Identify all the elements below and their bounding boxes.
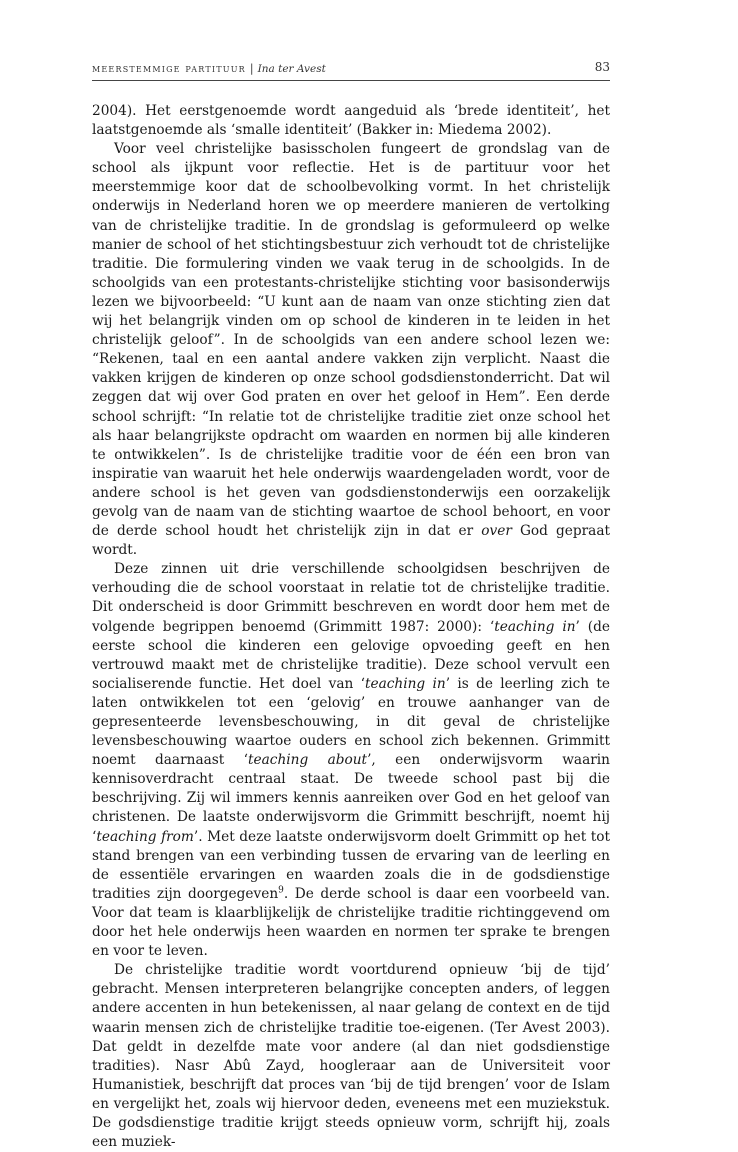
text-run: ’. Met deze laatste onderwijsvorm doelt Grimmitt op het tot stand brengen van een verbinding tussen de ervaring van de leerling en de essentiële ervaringen en waarden zoals die in de godsdienstige tradities zijn doorgegeven [92,828,610,902]
text-run: Deze zinnen uit drie verschillende schoolgidsen beschrijven de verhouding die de school voorstaat in relatie tot de christelijke traditie. Dit onderscheid is door Grimmitt beschreven en wordt door hem met de volgende begrippen benoemd (Grimmitt 1987: 2000): ‘ [92,561,610,635]
text-run: ’, een onderwijsvorm waarin kennisoverdracht centraal staat. De tweede school past bij die beschrijving. Zij wil immers kennis aanreiken over God en het geloof van christenen. De laatste onderwijsvorm die Grimmitt beschrijft, noemt hij ‘ [92,752,610,845]
emphasis-text: teaching in [365,675,446,692]
text-run: ’ (de eerste school die kinderen een gelovige opvoeding geeft en hen vertrouwd maakt met de christelijke traditie). Deze school vervult een socialiserende functie. Het doel van ‘ [92,618,610,692]
emphasis-text: teaching in [494,618,576,635]
text-run: Voor veel christelijke basisscholen fungeert de grondslag van de school als ijkpunt voor reflectie. Het is de partituur voor het meerstemmige koor dat de schoolbevolking vormt. In het christelijk onderwijs in Nederland horen we op meerdere manieren de vertolking van de christelijke traditie. In de grondslag is geformuleerd op welke manier de school of het stichtingsbestuur zich verhoudt tot de christelijke traditie. Die formulering vinden we vaak terug in de schoolgids. In de schoolgids van een protestants-christelijke stichting voor basisonderwijs lezen we bijvoorbeeld: “U kunt aan de naam van onze stichting zien dat wij het belangrijk vinden om op school de kinderen in te leiden in het christelijk geloof”. In de schoolgids van een andere school lezen we: “Rekenen, taal en een aantal andere vakken zijn verplicht. Naast die vakken krijgen de kinderen op onze school godsdienstonderricht. Dat wil zeggen dat wij over God praten en over het geloof in Hem”. Een derde school schrijft: “In relatie tot de christelijke traditie ziet onze school het als haar belangrijkste opdracht om waarden en normen bij alle kinderen te ontwikkelen”. Is de christelijke traditie voor de één een bron van inspiratie van waaruit het hele onderwijs waardengeladen wordt, voor de andere school is het geven van godsdienstonderwijs een oorzakelijk gevolg van de naam van de stichting waartoe de school behoort, en voor de derde school houdt het christelijk zijn in dat er [92,141,610,540]
text-run: ’ is de leerling zich te laten ontwikkelen tot een ‘gelovig’ en trouwe aanhanger van de gepresenteerde levensbeschouwing, in dit geval de christelijke levensbeschouwing waartoe ouders en school zich bekennen. Grimmitt noemt daarnaast ‘ [92,675,610,769]
text-run: . De derde school is daar een voorbeeld van. Voor dat team is klaarblijkelijk de christelijke traditie richtinggevend om door het hele onderwijs heen waarden en normen ter sprake te brengen en voor te leven. [92,885,610,960]
footnote-marker: 9 [278,885,284,896]
emphasis-text: over [481,523,512,540]
header-separator: | [249,62,254,75]
paragraph [92,102,610,140]
text-run: 2004). Het eerstgenoemde wordt aangeduid als ‘brede identiteit’, het laatstgenoemde als ‘smalle identiteit’ (Bakker in: Miedema 2002). [92,103,610,139]
text-run: De christelijke traditie wordt voortdurend opnieuw ‘bij de tijd’ gebracht. Mensen interpreteren belangrijke concepten anders, of leggen andere accenten in hun betekenissen, al naar gelang de context en de tijd waarin mensen zich de christelijke traditie toe-eigenen. (Ter Avest 2003). Dat geldt in dezelfde mate voor andere (al dan niet godsdienstige tradities). Nasr Abû Zayd, hoogleraar aan de Universiteit voor Humanistiek, beschrijft dat proces van ‘bij de tijd brengen’ voor de Islam en vergelijkt het, zoals wij hiervoor deden, eveneens met een muziekstuk. De godsdienstige traditie krijgt steeds opnieuw vorm, schrijft hij, zoals een muziek- [92,962,610,1151]
paragraph [92,140,610,560]
emphasis-text: teaching about [248,752,368,769]
running-header [92,62,610,80]
paragraph [92,961,610,1152]
paragraph [92,560,610,961]
section-title: meerstemmige partituur [92,62,246,75]
author-name: Ina ter Avest [257,63,326,75]
text-run: God gepraat wordt. [92,523,610,559]
page-number: 83 [594,60,610,74]
body-text [92,102,610,1152]
header-rule [92,80,610,81]
emphasis-text: teaching from [96,828,194,845]
